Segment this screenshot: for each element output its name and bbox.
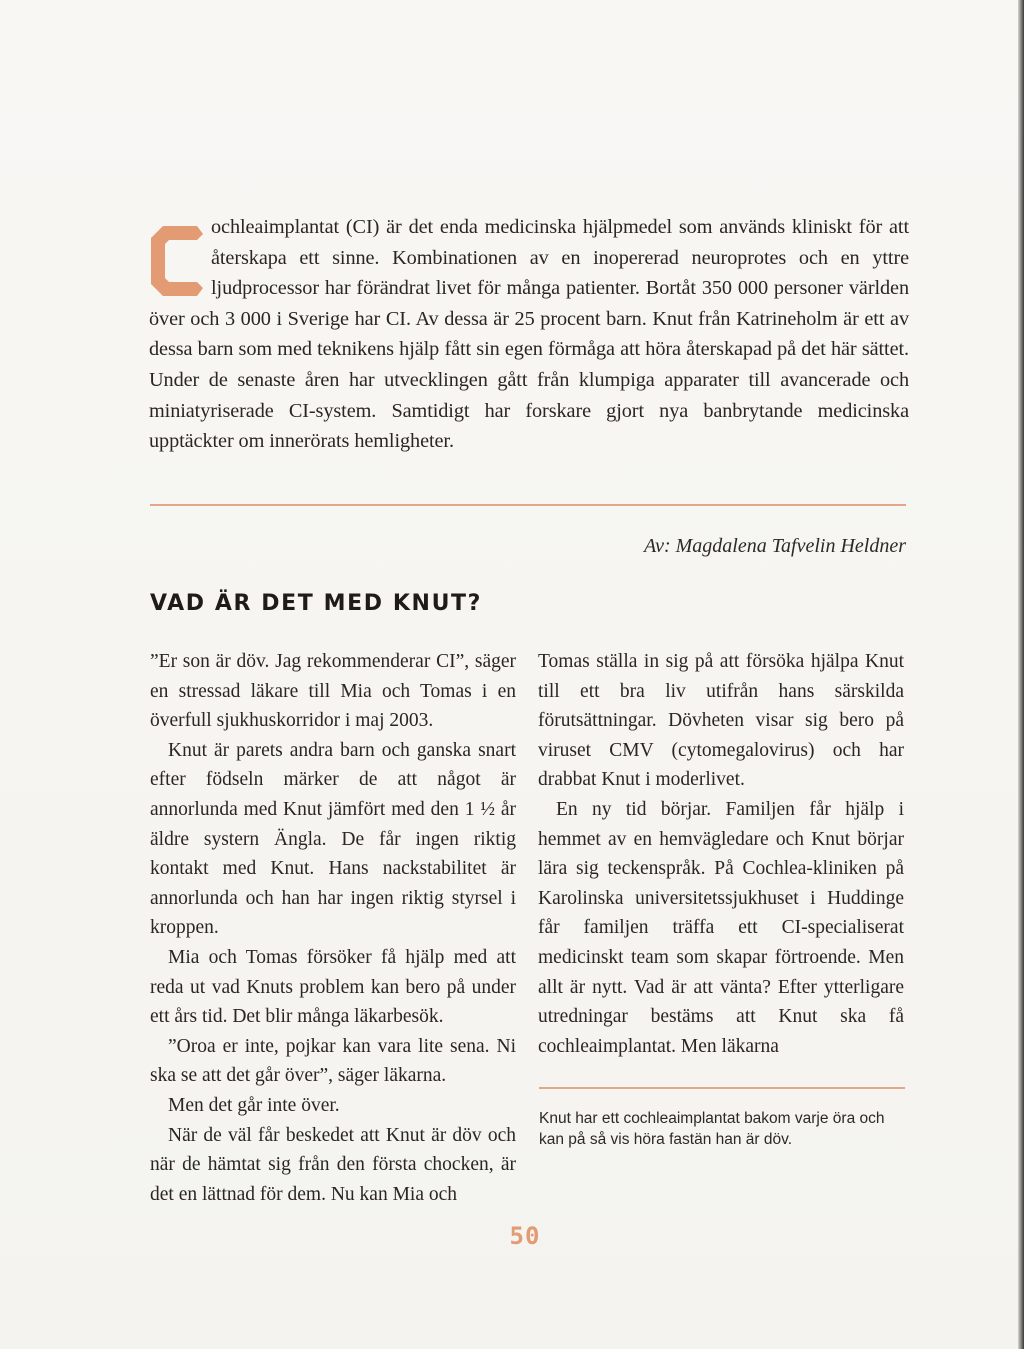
- intro-text: ochleaimplantat (CI) är det enda medicinska hjälpmedel som används kliniskt för att återskapa ett sinne. Kombinationen av en inopererad neuroprotes och en yttre ljudprocessor har förändrat livet för många patienter. Bortåt 350 000 personer världen över och 3 000 i Sverige har CI. Av dessa är 25 procent barn. Knut från Katrineholm är ett av dessa barn som med teknikens hjälp fått sin egen förmåga att höra återskapad på det här sättet. Under de senaste åren har utvecklingen gått från klumpiga apparater till avancerade och miniatyriserade CI-system. Samtidigt har forskare gjort nya banbrytande medicinska upptäckter om innerörats hemligheter.: [149, 216, 909, 453]
- paragraph: En ny tid börjar. Familjen får hjälp i hemmet av en hemvägledare och Knut börjar lära sig teckenspråk. På Cochlea-kliniken på Karolinska universitetssjukhuset i Huddinge får familjen träffa ett CI-specialiserat medicinskt team som skapar förtroende. Men allt är nytt. Vad är att vänta? Efter ytterligare utredningar bestäms att Knut ska få cochleaimplantat. Men läkarna: [538, 798, 904, 1057]
- page-edge-shadow: [1018, 0, 1024, 1349]
- image-caption: Knut har ett cochleaimplantat bakom varje öra och kan på så vis höra fastän han är döv.: [539, 1110, 885, 1148]
- body-column-left: [150, 647, 516, 1209]
- page-number: 50: [509, 1222, 541, 1250]
- paragraph: När de väl får beskedet att Knut är döv och när de hämtat sig från den första chocken, är det en lättnad för dem. Nu kan Mia och: [150, 1124, 516, 1205]
- paragraph: Mia och Tomas försöker få hjälp med att reda ut vad Knuts problem kan bero på under ett års tid. Det blir många läkarbesök.: [150, 946, 516, 1028]
- author-byline: Av: Magdalena Tafvelin Heldner: [644, 535, 906, 557]
- body-column-right: [538, 647, 904, 1061]
- dropcap-letter: [149, 221, 205, 301]
- paragraph: Knut är parets andra barn och ganska snart efter födseln märker de att något är annorlunda med Knut jämfört med den 1 ½ år äldre systern Ängla. De får ingen riktig kontakt med Knut. Hans nackstabilitet är annorlunda och han har ingen riktig styrsel i kroppen.: [150, 739, 516, 939]
- caption-divider: [539, 1087, 905, 1089]
- paragraph: Tomas ställa in sig på att försöka hjälpa Knut till ett bra liv utifrån hans särskilda förutsättningar. Dövheten visar sig bero på viruset CMV (cytomegalovirus) och har drabbat Knut i moderlivet.: [538, 651, 904, 791]
- section-heading: VAD ÄR DET MED KNUT?: [150, 591, 482, 616]
- divider-rule: [150, 504, 906, 506]
- paragraph: Men det går inte över.: [168, 1094, 340, 1116]
- paragraph: ”Oroa er inte, pojkar kan vara lite sena. Ni ska se att det går över”, säger läkarna.: [150, 1035, 516, 1087]
- paragraph: ”Er son är döv. Jag rekommenderar CI”, säger en stressad läkare till Mia och Tomas i en överfull sjukhuskorridor i maj 2003.: [150, 651, 516, 732]
- intro-paragraph: [149, 212, 909, 457]
